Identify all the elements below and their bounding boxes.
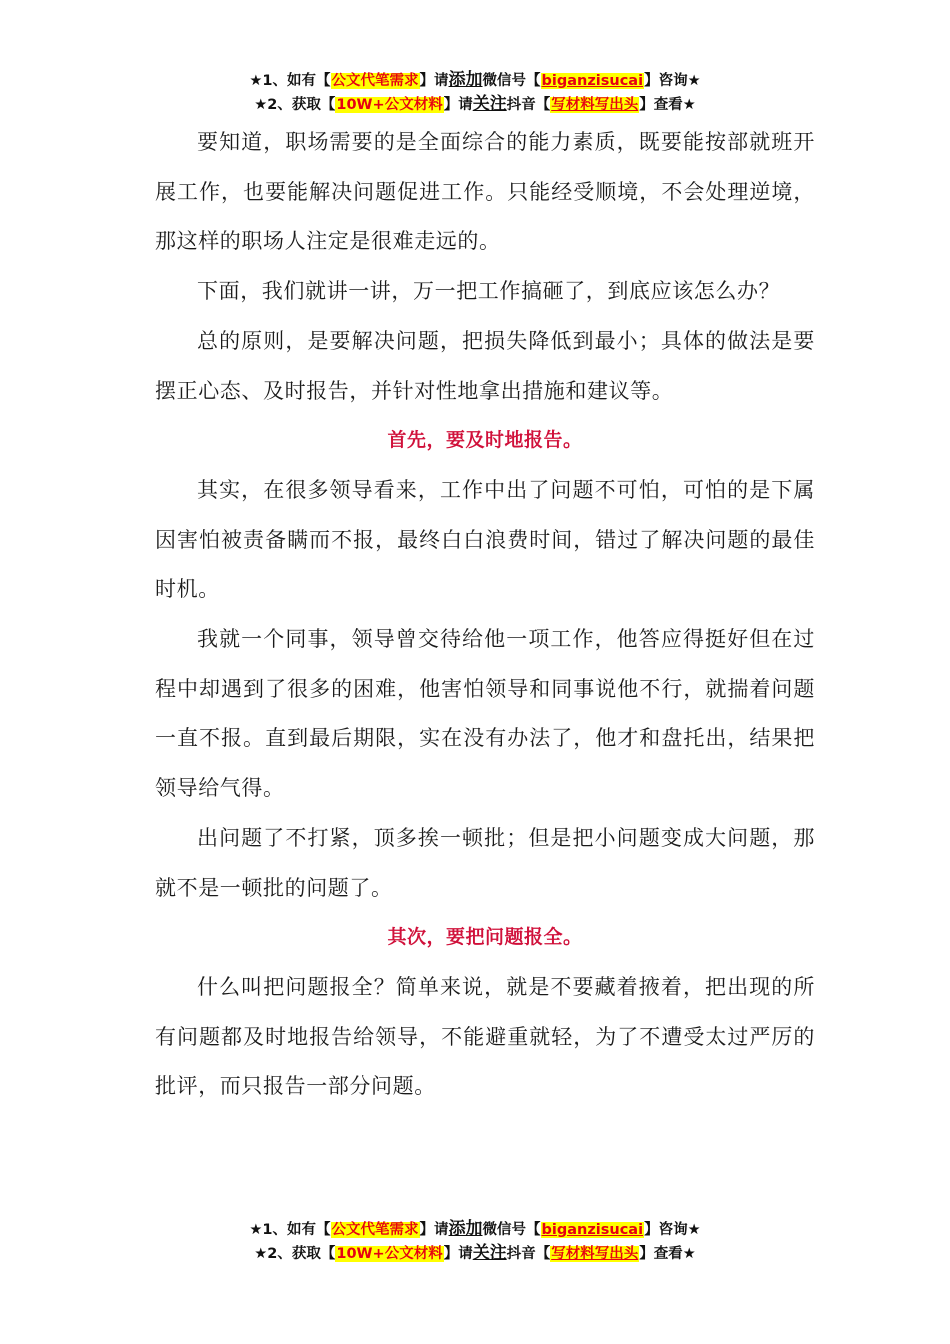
banner-text: 抖音【 (506, 97, 551, 113)
header-banner (0, 68, 950, 116)
highlight-text: 10W+公文材料 (336, 97, 443, 113)
banner-text: 】请 (419, 1222, 449, 1238)
douyin-id[interactable]: 写材料写出头 (551, 97, 639, 113)
paragraph: 总的原则，是要解决问题，把损失降低到最小；具体的做法是要摆正心态、及时报告，并针对性地拿出措施和建议等。 (155, 328, 815, 403)
banner-text: ★1、如有【 (249, 73, 331, 89)
section-heading: 其次，要把问题报全。 (387, 926, 583, 949)
banner-text: 】查看★ (639, 1246, 696, 1262)
banner-line-2 (0, 92, 950, 116)
footer-banner (0, 1217, 950, 1265)
banner-line-2 (0, 1241, 950, 1265)
banner-text: 】咨询★ (644, 1222, 701, 1238)
banner-text: 】请 (419, 73, 449, 89)
section-heading: 首先，要及时地报告。 (387, 429, 583, 452)
banner-text: 微信号【 (482, 1222, 541, 1238)
banner-text: 】咨询★ (644, 73, 701, 89)
paragraph: 其实，在很多领导看来，工作中出了问题不可怕，可怕的是下属因害怕被责备瞒而不报，最终白白浪费时间，错过了解决问题的最佳时机。 (155, 477, 815, 602)
banner-text: 微信号【 (482, 73, 541, 89)
banner-text: 】请 (443, 1246, 473, 1262)
wechat-id[interactable]: biganzisucai (541, 73, 644, 89)
banner-line-1 (0, 1217, 950, 1241)
emphasis-text: 关注 (472, 1243, 507, 1263)
banner-text: 】查看★ (639, 97, 696, 113)
wechat-id[interactable]: biganzisucai (541, 1222, 644, 1238)
document-body (155, 118, 815, 1112)
highlight-text: 公文代笔需求 (331, 73, 419, 89)
emphasis-text: 关注 (472, 94, 507, 114)
highlight-text: 10W+公文材料 (336, 1246, 443, 1262)
banner-text: 】请 (443, 97, 473, 113)
paragraph: 我就一个同事，领导曾交待给他一项工作，他答应得挺好但在过程中却遇到了很多的困难，他害怕领导和同事说他不行，就揣着问题一直不报。直到最后期限，实在没有办法了，他才和盘托出，结果把领导给气得。 (155, 627, 815, 801)
paragraph: 下面，我们就讲一讲，万一把工作搞砸了，到底应该怎么办？ (197, 279, 781, 304)
paragraph: 出问题了不打紧，顶多挨一顿批；但是把小问题变成大问题，那就不是一顿批的问题了。 (155, 825, 815, 900)
douyin-id[interactable]: 写材料写出头 (551, 1246, 639, 1262)
emphasis-text: 添加 (448, 70, 483, 90)
banner-text: ★1、如有【 (249, 1222, 331, 1238)
banner-text: ★2、获取【 (254, 97, 336, 113)
banner-line-1 (0, 68, 950, 92)
banner-text: 抖音【 (506, 1246, 551, 1262)
highlight-text: 公文代笔需求 (331, 1222, 419, 1238)
emphasis-text: 添加 (448, 1219, 483, 1239)
banner-text: ★2、获取【 (254, 1246, 336, 1262)
paragraph: 要知道，职场需要的是全面综合的能力素质，既要能按部就班开展工作，也要能解决问题促进工作。只能经受顺境，不会处理逆境，那这样的职场人注定是很难走远的。 (155, 130, 815, 254)
paragraph: 什么叫把问题报全？简单来说，就是不要藏着掖着，把出现的所有问题都及时地报告给领导，不能避重就轻，为了不遭受太过严厉的批评，而只报告一部分问题。 (155, 974, 815, 1099)
